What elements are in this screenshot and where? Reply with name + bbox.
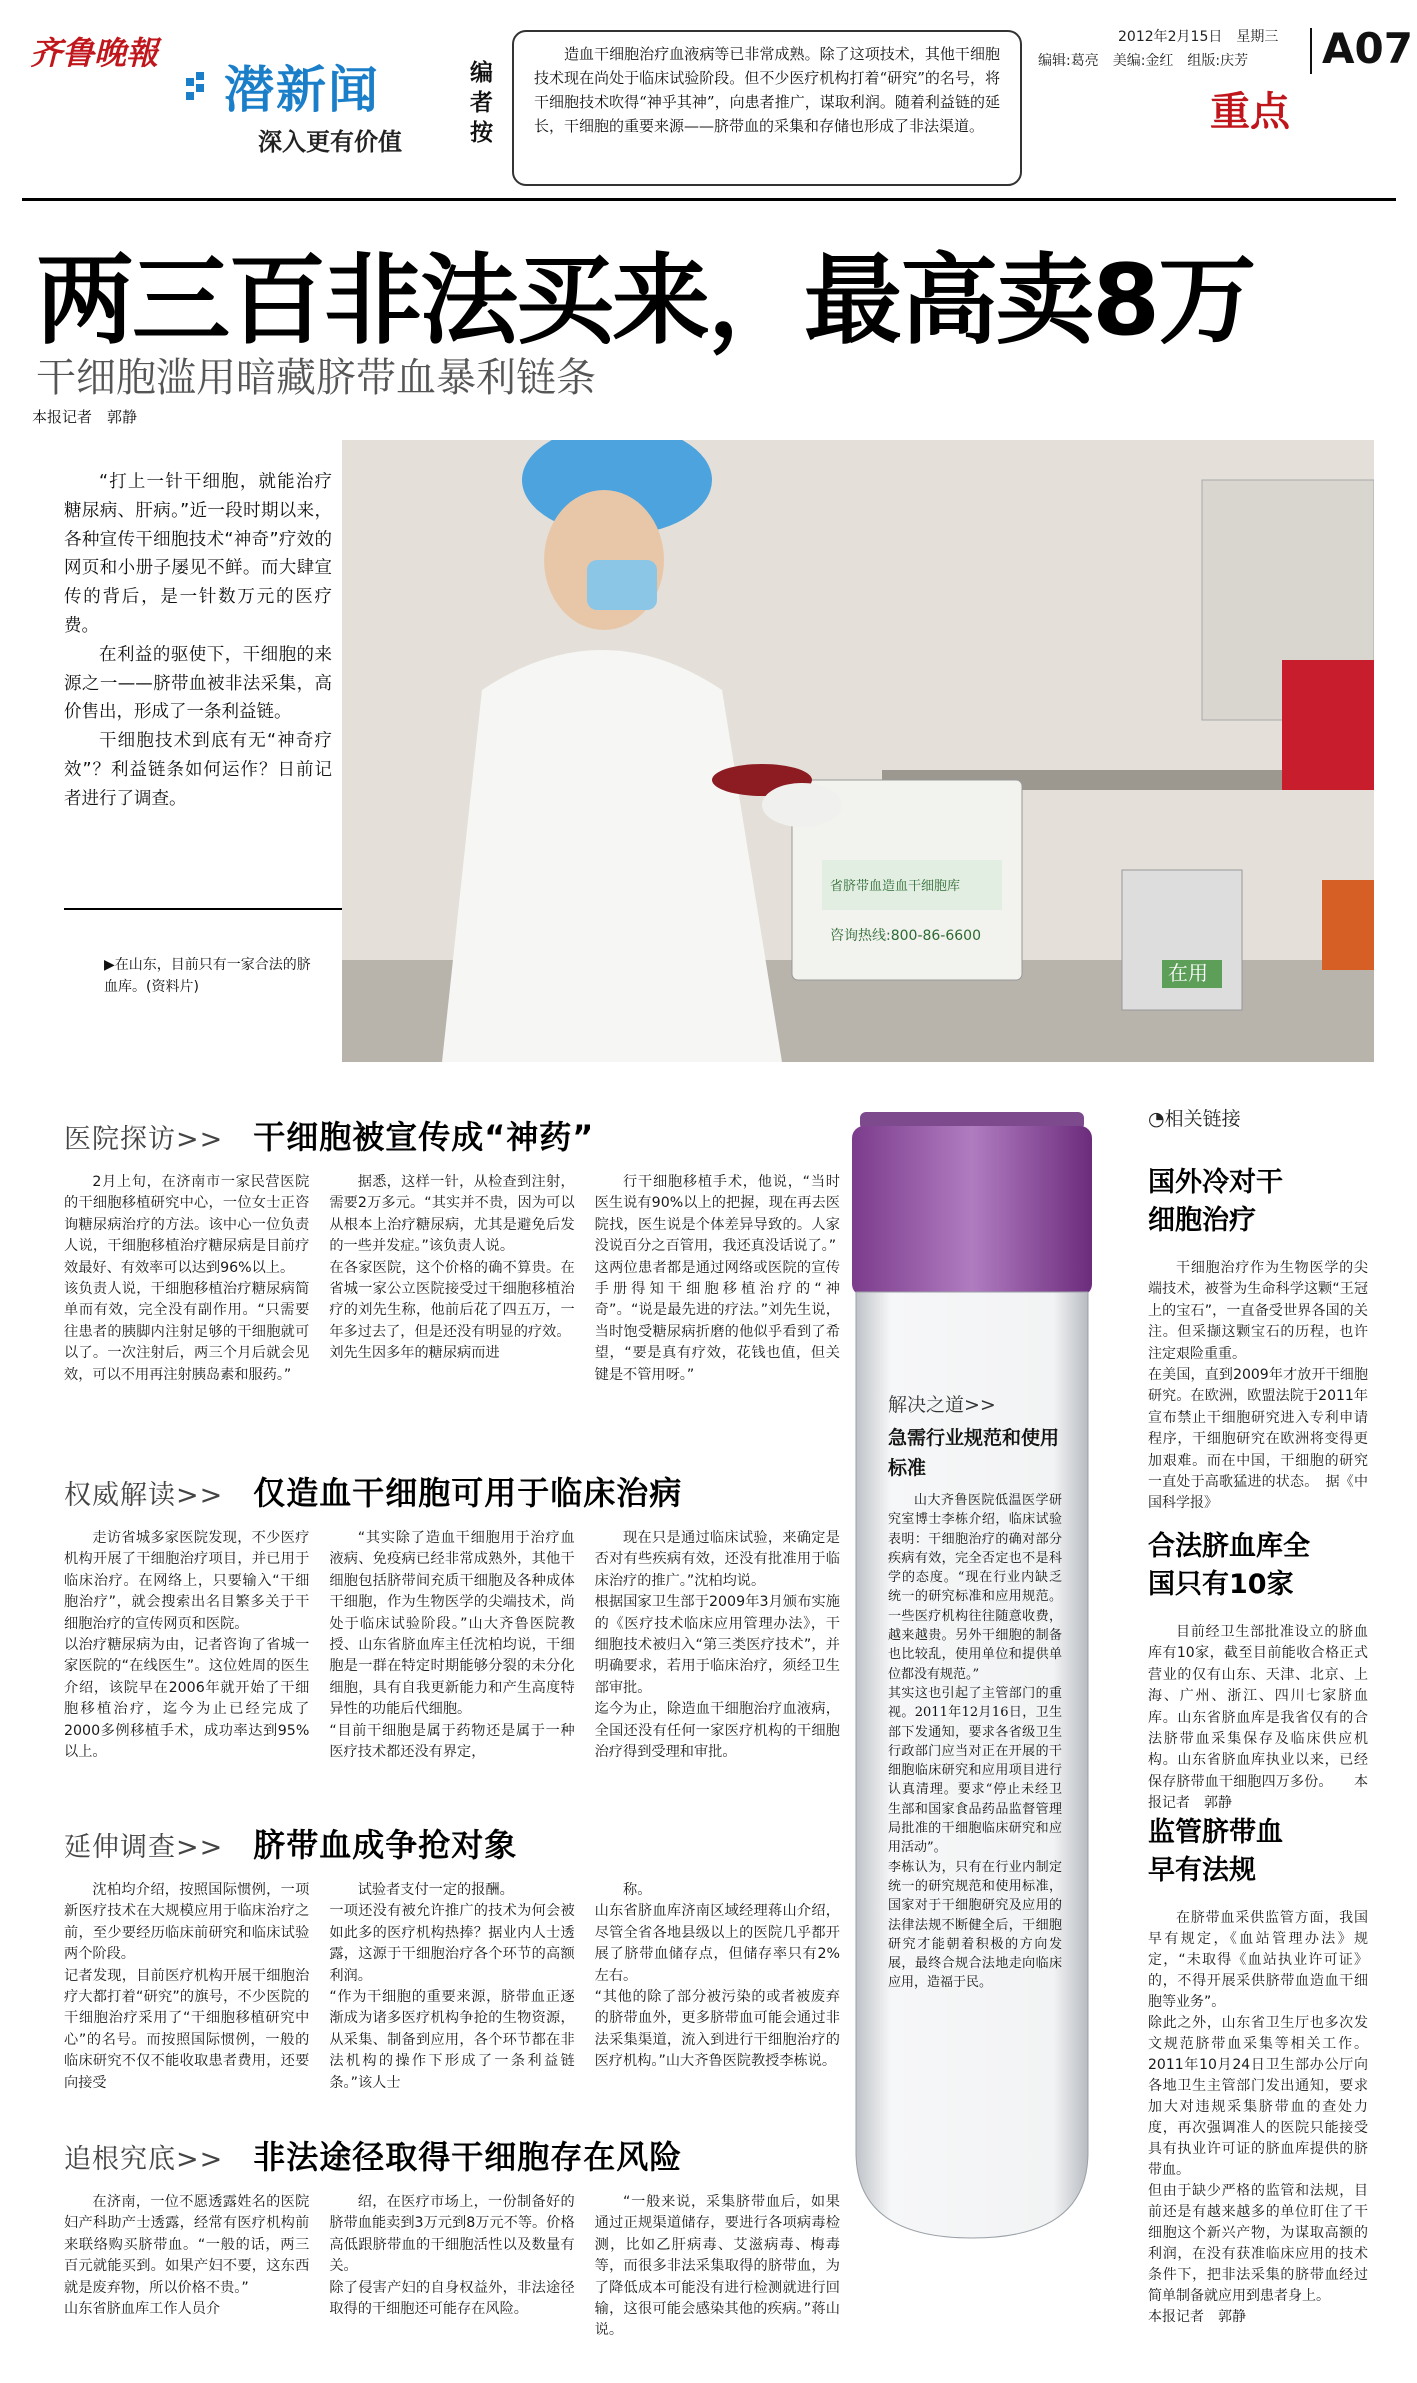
column-slogan: 深入更有价值: [258, 128, 402, 156]
lead-paragraph: “打上一针干细胞，就能治疗糖尿病、肝病。”近一段时期以来，各种宣传干细胞技术“神奇”疗效的网页和小册子屡见不鲜。而大肆宣传的背后，是一针数万元的医疗费。: [64, 472, 332, 636]
section-column: 2月上旬，在济南市一家民营医院的干细胞移植研究中心，一位女士正咨询糖尿病治疗的方法。该中心一位负责人说，干细胞移植治疗糖尿病是目前疗效最好、有效率可以达到96%以上。 该负责人说，干细胞移植治疗糖尿病简单而有效，完全没有副作用。“只需要往患者的胰脚内注射足够的干细胞就可以了。一次注射后，两三个月后就会见效，可以不用再注射胰岛素和服药。”: [64, 1174, 310, 1383]
section-column: 绍，在医疗市场上，一份制备好的脐带血能卖到3万元到8万元不等。价格高低跟脐带血的干细胞活性以及数量有关。 除了侵害产妇的自身权益外，非法途径取得的干细胞还可能存在风险。: [329, 2194, 575, 2318]
column-logo-mark-icon: [186, 72, 220, 106]
lab-photo: [342, 440, 1374, 1062]
solution-label: 解决之道>>: [888, 1394, 996, 1416]
solution-text: 山大齐鲁医院低温医学研究室博士李栋介绍，临床试验表明：干细胞治疗的确对部分疾病有效，完全否定也不是科学的态度。“现在行业内缺乏统一的研究标准和应用规范。一些医疗机构往往随意收费，越来越贵。另外干细胞的制备也比较乱，使用单位和提供单位都没有规范。” 其实这也引起了主管部门的重视。2011年12月16日，卫生部下发通知，要求各省级卫生行政部门应当对正在开展的干细胞临床研究和应用项目进行认真清理。要求“停止未经卫生部和国家食品药品监督管理局批准的干细胞临床研究和应用活动”。 李栋认为，只有在行业内制定统一的研究规范和使用标准，国家对于干细胞研究及应用的法律法规不断健全后，干细胞研究才能朝着积极的方向发展，最终合规合法地走向临床应用，造福于民。: [888, 1493, 1062, 1991]
section-column: 沈柏均介绍，按照国际惯例，一项新医疗技术在大规模应用于临床治疗之前，至少要经历临床前研究和临床试验两个阶段。 记者发现，目前医疗机构开展干细胞治疗大都打着“研究”的旗号，不少医院的干细胞治疗采用了“干细胞移植研究中心”的名号。而按照国际惯例，一般的临床研究不仅不能收取患者费用，还要向接受: [64, 1882, 310, 2091]
sidebar-item: [1148, 1814, 1368, 2328]
section-column: “其实除了造血干细胞用于治疗血液病、免疫病已经非常成熟外，其他干细胞包括脐带间充质干细胞及各种成体干细胞，作为生物医学的尖端技术，尚处于临床试验阶段。”山大齐鲁医院教授、山东省脐血库主任沈柏均说，干细胞是一群在特定时期能够分裂的未分化细胞，具有自我更新能力和产生高度特异性的功能后代细胞。 “目前干细胞是属于药物还是属于一种医疗技术都还没有界定，: [329, 1530, 575, 1761]
section-column: 行干细胞移植手术，他说，“当时医生说有90%以上的把握，现在再去医院找，医生说是个体差异导致的。人家没说百分之百管用，我还真没话说了。” 这两位患者都是通过网络或医院的宣传手册得知干细胞移植治疗的“神奇”。“说是最先进的疗法。”刘先生说，当时饱受糖尿病折磨的他似乎看到了希望，“要是真有疗效，花钱也值，但关键是不管用呀。”: [594, 1174, 840, 1383]
lead-rule: [64, 908, 342, 910]
section-column: 据悉，这样一针，从检查到注射，需要2万多元。“其实并不贵，因为可以从根本上治疗糖尿病，尤其是避免后发的一些并发症。”该负责人说。 在各家医院，这个价格的确不算贵。在省城一家公立医院接受过干细胞移植治疗的刘先生称，他前后花了四五万，一年多过去了，但是还没有明显的疗效。 刘先生因多年的糖尿病而进: [329, 1174, 575, 1362]
section-name: 重点: [1210, 89, 1290, 135]
sidebar-item: [1148, 1528, 1368, 1815]
section-title: 干细胞被宣传成“神药”: [253, 1118, 595, 1156]
article-section: [64, 2132, 840, 2342]
solution-box: [888, 1390, 1062, 1993]
page-number: A07: [1322, 24, 1413, 73]
editor-note-box: [512, 30, 1022, 186]
photo-caption: [104, 954, 324, 998]
masthead-divider: [1310, 28, 1312, 74]
section-title: 脐带血成争抢对象: [253, 1826, 518, 1864]
sidebar-item-title: 监管脐带血早有法规: [1148, 1817, 1283, 1886]
lead-text: [64, 468, 332, 814]
section-label: 权威解读>>: [64, 1480, 224, 1511]
sidebar-item-title: 合法脐血库全国只有10家: [1148, 1531, 1310, 1600]
editor-note-label: 编者按: [470, 60, 493, 146]
section-label: 医院探访>>: [64, 1124, 224, 1155]
masthead-rule: [22, 198, 1396, 201]
svg-text:在用: 在用: [1168, 961, 1208, 985]
sidebar-header: ◔相关链接: [1148, 1108, 1241, 1130]
lead-paragraph: 在利益的驱使下，干细胞的来源之一——脐带血被非法采集，高价售出，形成了一条利益链。: [64, 644, 332, 723]
issue-staff: 编辑:葛亮 美编:金红 组版:庆芳: [1038, 53, 1249, 69]
section-column: 试验者支付一定的报酬。 一项还没有被允许推广的技术为何会被如此多的医疗机构热捧？据业内人士透露，这源于干细胞治疗各个环节的高额利润。 “作为干细胞的重要来源，脐带血正逐渐成为诸多医疗机构争抢的生物资源，从采集、制备到应用，各个环节都在非法机构的操作下形成了一条利益链条。”该人士: [329, 1882, 575, 2091]
lead-paragraph: 干细胞技术到底有无“神奇疗效”？利益链条如何运作？日前记者进行了调查。: [64, 731, 332, 809]
section-column: 现在只是通过临床试验，来确定是否对有些疾病有效，还没有批准用于临床治疗的推广。”沈柏均说。 根据国家卫生部于2009年3月颁布实施的《医疗技术临床应用管理办法》，干细胞技术被归入“第三类医疗技术”，并明确要求，若用于临床治疗，须经卫生部审批。 迄今为止，除造血干细胞治疗血液病，全国还没有任何一家医疗机构的干细胞治疗得到受理和审批。: [594, 1530, 840, 1761]
sidebar-item-text: 干细胞治疗作为生物医学的尖端技术，被誉为生命科学这颗“王冠上的宝石”，一直备受世界各国的关注。但采撷这颗宝石的历程，也许注定艰险重重。 在美国，直到2009年才放开干细胞研究。在欧洲，欧盟法院于2011年宣布禁止干细胞研究进入专利申请程序，干细胞研究在欧洲将变得更加艰难。而在中国，干细胞的研究一直处于高歌猛进的状态。 据《中国科学报》: [1148, 1260, 1368, 1512]
article-section: [64, 1820, 840, 2094]
column-logo: 潜新闻: [224, 61, 380, 119]
headline: 两三百非法买来，最高卖8万: [36, 244, 1255, 358]
byline: 本报记者 郭静: [32, 408, 138, 426]
photo-box-label: 省脐带血造血干细胞库: [830, 879, 961, 894]
section-label: 延伸调查>>: [64, 1832, 224, 1863]
issue-date: 2012年2月15日 星期三: [1118, 29, 1279, 45]
sidebar-item-text: 在脐带血采供监管方面，我国早有规定，《血站管理办法》规定，“未取得《血站执业许可证》的，不得开展采供脐带血造血干细胞等业务”。 除此之外，山东省卫生厅也多次发文规范脐带血采集等相关工作。2011年10月24日卫生部办公厅向各地卫生主管部门发出通知，要求加大对违规采集脐带血的查处力度，再次强调准人的医院只能接受具有执业许可证的脐血库提供的脐带血。 但由于缺少严格的监管和法规，目前还是有越来越多的单位盯住了干细胞这个新兴产物，为谋取高额的利润，在没有获准临床应用的技术条件下，把非法采集的脐带血经过简单制备就应用到患者身上。 本报记者 郭静: [1148, 1910, 1368, 2325]
photo-box-phone: 咨询热线:800-86-6600: [830, 928, 981, 944]
sidebar-item: [1148, 1164, 1368, 1515]
article-section: [64, 1468, 840, 1763]
section-column: 称。 山东省脐血库济南区域经理蒋山介绍，尽管全省各地县级以上的医院几乎都开展了脐带血储存点，但储存率只有2%左右。 “其他的除了部分被污染的或者被废弃的脐带血外，更多脐带血可能会通过非法采集渠道，流入到进行干细胞治疗的医疗机构。”山大齐鲁医院教授李栋说。: [594, 1882, 840, 2070]
sidebar-item-title: 国外冷对干细胞治疗: [1148, 1167, 1283, 1236]
section-column: 走访省城多家医院发现，不少医疗机构开展了干细胞治疗项目，并已用于临床治疗。在网络上，只要输入“干细胞治疗”，就会搜索出名目繁多关于干细胞治疗的宣传网页和医院。 以治疗糖尿病为由，记者咨询了省城一家医院的“在线医生”。这位姓周的医生介绍，该院早在2006年就开始了干细胞移植治疗，迄今为止已经完成了2000多例移植手术，成功率达到95%以上。: [64, 1530, 310, 1761]
section-column: “一般来说，采集脐带血后，如果通过正规渠道储存，要进行各项病毒检测，比如乙肝病毒、艾滋病毒、梅毒等，而很多非法采集取得的脐带血，为了降低成本可能没有进行检测就进行回输，这很可能会感染其他的疾病。”蒋山说。: [594, 2194, 840, 2339]
solution-title: 急需行业规范和使用标准: [888, 1427, 1060, 1479]
section-title: 非法途径取得干细胞存在风险: [253, 2138, 683, 2176]
subheadline: 干细胞滥用暗藏脐带血暴利链条: [36, 355, 596, 401]
article-section: [64, 1112, 840, 1386]
paper-name: 齐鲁晚報: [30, 34, 159, 72]
column-logo-block: [178, 42, 458, 162]
sidebar-item-text: 目前经卫生部批准设立的脐血库有10家，截至目前能收合格正式营业的仅有山东、天津、北京、上海、广州、浙江、四川七家脐血库。山东省脐血库是我省仅有的合法脐带血采集保存及临床供应机构。山东省脐血库执业以来，已经保存脐带血干细胞四万多份。 本报记者 郭静: [1148, 1624, 1368, 1812]
editor-note-text: 造血干细胞治疗血液病等已非常成熟。除了这项技术，其他干细胞技术现在尚处于临床试验阶段。但不少医疗机构打着“研究”的名号，将干细胞技术吹得“神乎其神”，向患者推广，谋取利润。随着利益链的延长，干细胞的重要来源——脐带血的采集和存储也形成了非法渠道。: [534, 45, 1000, 135]
section-column: 在济南，一位不愿透露姓名的医院妇产科助产士透露，经常有医疗机构前来联络购买脐带血。“一般的话，两三百元就能买到。如果产妇不要，这东西就是废弃物，所以价格不贵。” 山东省脐血库工作人员介: [64, 2194, 310, 2318]
photo-caption-text: ▶在山东，目前只有一家合法的脐血库。(资料片): [104, 957, 311, 995]
section-label: 追根究底>>: [64, 2144, 224, 2175]
section-title: 仅造血干细胞可用于临床治病: [253, 1474, 683, 1512]
